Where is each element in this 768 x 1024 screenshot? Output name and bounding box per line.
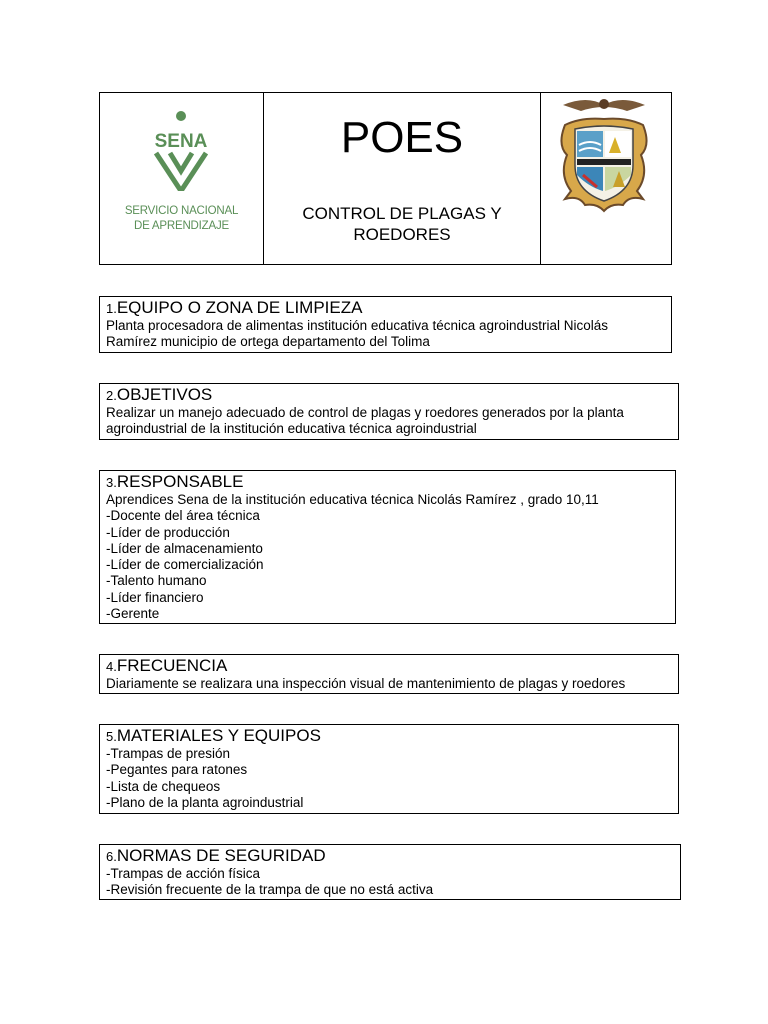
crest-cell — [541, 93, 671, 264]
section-line: -Lista de chequeos — [106, 778, 221, 794]
section-line: -Trampas de presión — [106, 746, 231, 761]
section-line: -Trampas de acción física — [106, 866, 261, 881]
section-line: -Líder financiero — [106, 589, 204, 605]
section-line: -Revisión frecuente de la trampa de que no está activa — [106, 882, 434, 898]
section-5-materiales — [99, 724, 679, 814]
section-4-frecuencia — [99, 654, 679, 694]
sena-line-1: SERVICIO NACIONAL — [124, 205, 239, 217]
section-line: Aprendices Sena de la institución educativa técnica Nicolás Ramírez , grado 10,11 — [106, 492, 599, 507]
section-line: Ramírez municipio de ortega departamento del Tolima — [106, 334, 430, 350]
section-line: -Docente del área técnica — [106, 508, 260, 524]
section-line: -Gerente — [106, 606, 160, 622]
sena-logo-cell — [100, 93, 264, 264]
section-line: Diariamente se realizara una inspección visual de mantenimiento de plagas y roedores — [106, 676, 626, 691]
section-title: 4.FRECUENCIA — [106, 656, 228, 675]
sena-logo-icon — [148, 111, 214, 191]
section-line: -Plano de la planta agroindustrial — [106, 794, 304, 810]
section-title: 3.RESPONSABLE — [106, 472, 244, 491]
section-line: -Líder de producción — [106, 524, 230, 540]
section-line: -Pegantes para ratones — [106, 762, 248, 778]
section-title: 6.NORMAS DE SEGURIDAD — [106, 846, 326, 865]
coat-of-arms-icon — [557, 95, 651, 215]
section-line: -Líder de comercialización — [106, 557, 264, 573]
section-line: agroindustrial de la institución educativa técnica agroindustrial — [106, 421, 477, 437]
title-cell — [264, 93, 541, 264]
section-title: 1.EQUIPO O ZONA DE LIMPIEZA — [106, 298, 363, 317]
section-3-responsable — [99, 470, 676, 624]
section-line: -Talento humano — [106, 573, 207, 589]
section-title: 2.OBJETIVOS — [106, 385, 213, 404]
sena-line-2: DE APRENDIZAJE — [134, 220, 229, 232]
sena-wordmark: SENA — [154, 131, 208, 152]
section-line: Planta procesadora de alimentas institución educativa técnica agroindustrial Nicolás — [106, 318, 609, 333]
page-subtitle: CONTROL DE PLAGAS Y ROEDORES — [302, 204, 502, 244]
section-title: 5.MATERIALES Y EQUIPOS — [106, 726, 321, 745]
document-header — [99, 92, 672, 265]
section-6-normas — [99, 844, 681, 900]
section-1-equipo-zona — [99, 296, 672, 353]
section-2-objetivos — [99, 383, 679, 440]
section-line: Realizar un manejo adecuado de control de plagas y roedores generados por la planta — [106, 405, 624, 420]
section-line: -Líder de almacenamiento — [106, 540, 263, 556]
page-title: POES — [340, 113, 464, 162]
